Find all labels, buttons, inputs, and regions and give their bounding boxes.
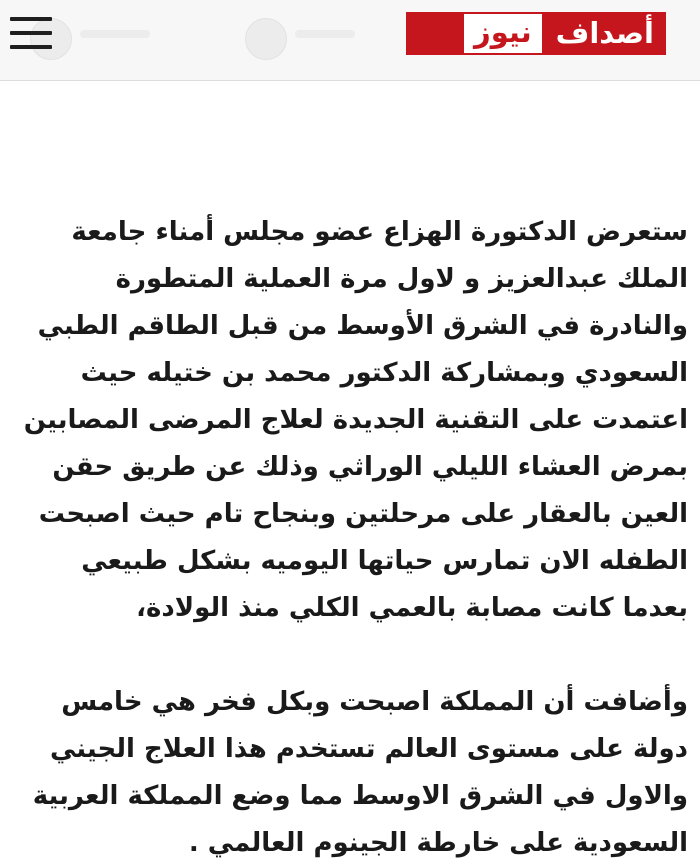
- article-paragraph: ستعرض الدكتورة الهزاع عضو مجلس أمناء جامعة الملك عبدالعزيز و لاول مرة العملية المتطورة والنادرة في الشرق الأوسط من قبل الطاقم الطبي السعودي وبمشاركة الدكتور محمد بن ختيله حيث اعتمدت على التقنية الجديدة لعلاج المرضى المصابين بمرض العشاء الليلي الوراثي وذلك عن طريق حقن العين بالعقار على مرحلتين وبنجاح تام حيث اصبحت الطفله الان تمارس حياتها اليوميه بشكل طبيعي بعدما كانت مصابة بالعمي الكلي منذ الولادة،: [23, 217, 688, 623]
- hamburger-menu-icon[interactable]: [10, 17, 52, 49]
- article-paragraph: وأضافت أن المملكة اصبحت وبكل فخر هي خامس دولة على مستوى العالم تستخدم هذا العلاج الجيني والاول في الشرق الاوسط مما وضع المملكة العربية السعودية على خارطة الجينوم العالمي .: [32, 687, 688, 858]
- logo-text-asdaf: أصداف: [555, 16, 654, 50]
- site-logo[interactable]: [406, 12, 666, 55]
- background-text-placeholder: [295, 30, 355, 38]
- background-avatar: [245, 18, 287, 60]
- article-body: [0, 81, 700, 867]
- top-header: [0, 0, 700, 81]
- logo-text-news: نيوز: [464, 14, 542, 53]
- background-text-placeholder: [80, 30, 150, 38]
